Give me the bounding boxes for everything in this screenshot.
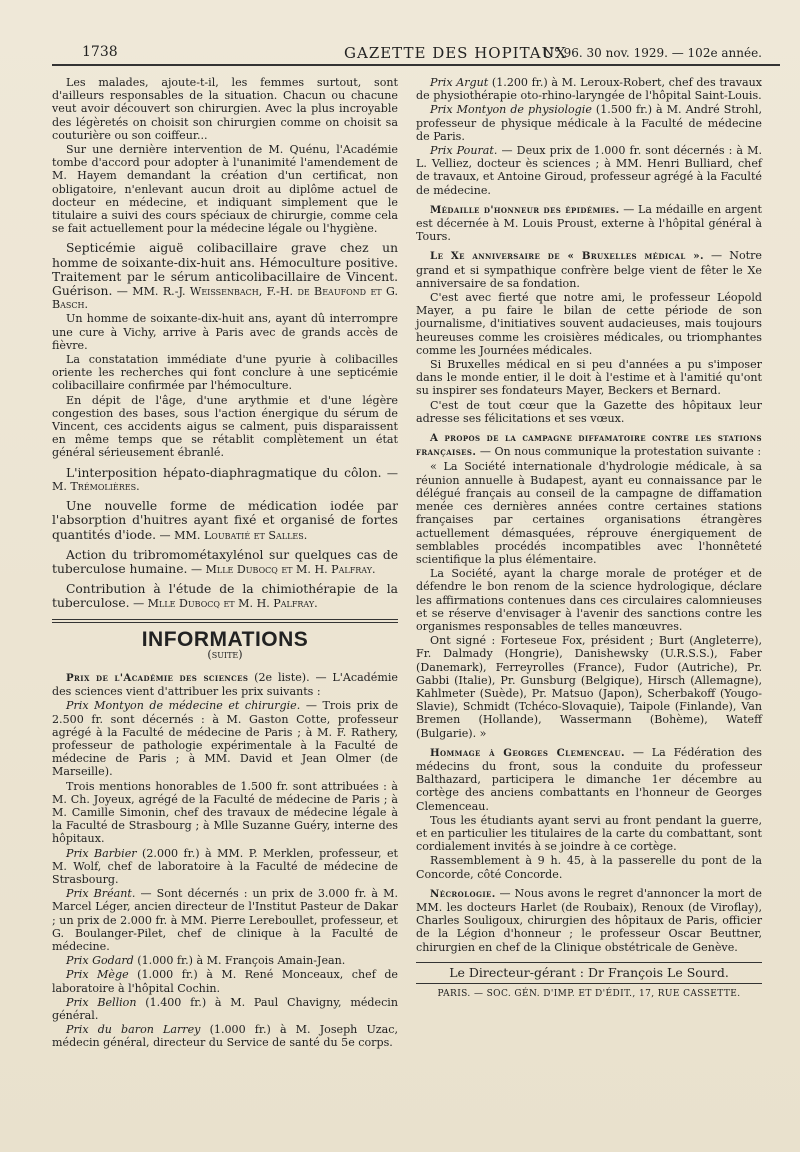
communication-authors: — M. Trémolières.: [52, 466, 399, 493]
prize-entry: Prix Montyon de médecine et chirurgie. — Trois prix de 2.500 fr. sont décernés : à M. Gaston Cotte, professeur agrégé à la Faculté de médecine de Paris ; à M. F. Rathery, professeur de pathologie expérimentale à la Faculté de médecine de Paris ; à MM. David et Jean Olmer (de Marseille).: [52, 699, 399, 779]
communication-title: Action du tribromométaxylénol sur quelques cas de tuberculose humaine.: [52, 547, 398, 576]
right-column: [416, 76, 762, 1051]
quoted-paragraph: Ont signé : Forteseue Fox, président ; Burt (Angleterre), Fr. Dalmady (Hongrie), Danishewsky (U.R.S.S.), Faber (Danemark), Ferreyrolles (France), Fudor (Autriche), Pr. Gabbi (Italie), Pr. Gunsburg (Belgique), Hirsch (Allemagne), Kahlmeter (Suède), Pr. Matsuo (Japon), Scherbakoff (Yougo-Slavie), Schmidt (Tchéco-Slovaquie), Taipole (Finlande), Van Bremen (Hollande), Wassermann (Bohème), Wateff (Bulgarie). »: [416, 634, 762, 740]
entry-heading: Médaille d'honneur des épidémies.: [430, 203, 620, 216]
prize-name: Prix Mège: [66, 968, 129, 982]
communication-authors: — Mlle Dubocq et M. H. Palfray.: [133, 597, 318, 611]
prize-name: Prix Bellion: [66, 995, 137, 1009]
entry-heading: Hommage à Georges Clemenceau.: [430, 746, 625, 759]
communication-title: L'interposition hépato-diaphragmatique du côlon.: [66, 465, 382, 480]
divider: [52, 619, 398, 623]
prize-entry: Prix de l'Académie des sciences (2e liste). — L'Académie des sciences vient d'attribuer les prix suivants :: [52, 670, 398, 699]
prize-entry: Prix Pourat. — Deux prix de 1.000 fr. sont décernés : à M. L. Velliez, docteur ès sciences ; à MM. Henri Bulliard, chef de travaux, et Antoine Giroud, professeur agrégé à la Faculté de médecine.: [416, 144, 763, 197]
quoted-paragraph: La Société, ayant la charge morale de protéger et de défendre le bon renom de la science hydrologique, déclare les affirmations contenues dans ces circulaires calomnieuses et se réserve d'envisager à l'avenir des sanctions contre les organismes responsables de telles manœuvres.: [416, 567, 762, 633]
entry-heading: Nécrologie.: [430, 887, 496, 900]
entry-heading: Prix de l'Académie des sciences: [66, 671, 249, 684]
page-header: [52, 40, 780, 66]
prize-name: Prix Montyon de médecine et chirurgie.: [66, 699, 301, 713]
printer-imprint: PARIS. — SOC. GÉN. D'IMP. ET D'ÉDIT., 17, RUE CASSETTE.: [437, 989, 741, 999]
communication-entry: [52, 466, 398, 493]
prize-entry: Prix Bellion (1.400 fr.) à M. Paul Chavigny, médecin général.: [52, 995, 398, 1022]
news-entry: Le Xe anniversaire de « Bruxelles médical ». — Notre grand et si sympathique confrère belge vient de fêter le Xe anniversaire de sa fondation.: [416, 249, 762, 290]
section-heading: INFORMATIONS: [141, 627, 309, 651]
paragraph: C'est avec fierté que notre ami, le professeur Léopold Mayer, a pu faire le bilan de cette période de son journalisme, d'initiatives souvent audacieuses, mais toujours heureuses comme les croisières médicales, ou triomphantes comme les Journées médicales.: [416, 291, 762, 357]
paragraph: Tous les étudiants ayant servi au front pendant la guerre, et en particulier les titulaires de la carte du combattant, sont cordialement invités à se joindre à ce cortège.: [416, 813, 762, 854]
communication-title: Septicémie aiguë colibacillaire grave chez un homme de soixante-dix-huit ans. Hémoculture positive. Traitement par le sérum anticolibacillaire de Vincent. Guérison.: [52, 241, 398, 299]
paragraph: En dépit de l'âge, d'une arythmie et d'une légère congestion des bases, sous l'action énergique du sérum de Vincent, ces accidents aigus se calment, puis disparaissent en même temps que se rétablit complètement un état général sérieusement ébranlé.: [52, 393, 398, 460]
news-entry: Médaille d'honneur des épidémies. — La médaille en argent est décernée à M. Louis Proust, externe à l'hôpital général à Tours.: [416, 202, 763, 244]
paragraph: C'est de tout cœur que la Gazette des hôpitaux leur adresse ses félicitations et ses vœux.: [416, 398, 762, 425]
page-number: 1738: [82, 44, 118, 60]
prize-name: Prix du baron Larrey: [66, 1023, 201, 1037]
paragraph: Si Bruxelles médical en si peu d'années a pu s'imposer dans le monde entier, il le doit à l'estime et à l'amitié qu'ont su inspirer ses fondateurs Mayer, Beckers et Bernard.: [416, 358, 762, 398]
news-entry: Hommage à Georges Clemenceau. — La Fédération des médecins du front, sous la conduite du professeur Balthazard, participera le dimanche 1er décembre au cortège des anciens combattants en l'honneur de Georges Clemenceau.: [416, 745, 763, 813]
prize-name: Prix Pourat.: [430, 144, 498, 158]
section-subheading: (suite): [207, 647, 243, 661]
news-entry: A propos de la campagne diffamatoire contre les stations françaises. — On nous communique la protestation suivante :: [416, 432, 762, 459]
prize-name: Prix Argut: [430, 76, 489, 89]
prize-name: Prix Montyon de physiologie: [430, 103, 592, 117]
paragraph: Trois mentions honorables de 1.500 fr. sont attribuées : à M. Ch. Joyeux, agrégé de la Faculté de médecine de Paris ; à M. Camille Simonin, chef des travaux de médecine légale à la Faculté de Strasbourg ; à Mlle Suzanne Guéry, interne des hôpitaux.: [52, 779, 398, 846]
entry-heading: A propos de la campagne diffamatoire contre les stations françaises.: [416, 432, 762, 459]
entry-heading: Le Xe anniversaire de « Bruxelles médical ».: [430, 250, 704, 263]
quoted-paragraph: « La Société internationale d'hydrologie médicale, à sa réunion annuelle à Budapest, ayant eu connaissance par le délégué français au conseil de la campagne de diffamation menée ces dernières années contre certaines stations françaises par certaines organisations étrangères actuellement démasquées, réprouve énergiquement de semblables procédés incompatibles avec l'honnêteté scientifique la plus élémentaire.: [416, 460, 762, 566]
prize-name: Prix Bréant.: [66, 887, 136, 901]
communication-title: Une nouvelle forme de médication iodée par l'absorption d'huitres ayant fixé et organisé de fortes quantités d'iode.: [52, 499, 398, 542]
news-entry: Nécrologie. — Nous avons le regret d'annoncer la mort de MM. les docteurs Harlet (de Roubaix), Renoux (de Viroflay), Charles Souligoux, chirurgien des hôpitaux de Paris, officier de la Légion d'honneur ; le professeur Oscar Beuttner, chirurgien en chef de la Clinique obstétricale de Genève.: [416, 886, 762, 954]
prize-entry: Prix Bréant. — Sont décernés : un prix de 3.000 fr. à M. Marcel Léger, ancien directeur de l'Institut Pasteur de Dakar ; un prix de 2.000 fr. à MM. Pierre Lereboullet, professeur, et G. Boulanger-Pilet, chef de clinique à la Faculté de médecine.: [52, 887, 398, 953]
prize-entry: Prix Mège (1.000 fr.) à M. René Monceaux, chef de laboratoire à l'hôpital Cochin.: [52, 968, 398, 995]
left-column: [52, 76, 398, 1051]
prize-entry: Prix Godard (1.000 fr.) à M. François Amain-Jean.: [66, 954, 346, 968]
paragraph: Rassemblement à 9 h. 45, à la passerelle du pont de la Concorde, côté Concorde.: [416, 854, 762, 881]
paragraph: La constatation immédiate d'une pyurie à colibacilles oriente les recherches qui font conclure à une septicémie colibacillaire confirmée par l'hémoculture.: [52, 353, 398, 393]
communication-entry: [52, 548, 398, 576]
prize-name: Prix Barbier: [66, 846, 137, 860]
communication-authors: — MM. R.-J. Weissenbach, F.-H. de Beaufond et G. Basch.: [52, 285, 398, 312]
communication-authors: — Mlle Dubocq et M. H. Palfray.: [190, 562, 376, 576]
issue-info: N° 96. 30 nov. 1929. — 102e année.: [543, 46, 762, 60]
prize-entry: Prix Montyon de physiologie (1.500 fr.) à M. André Strohl, professeur de physique médicale à la Faculté de médecine de Paris.: [416, 103, 762, 143]
communication-entry: [52, 241, 398, 311]
communication-entry: [52, 582, 398, 610]
communication-title: Contribution à l'étude de la chimiothérapie de la tuberculose.: [52, 582, 398, 611]
paragraph: Sur une dernière intervention de M. Quénu, l'Académie tombe d'accord pour adopter à l'unanimité l'amendement de M. Hayem demandant la création d'un certificat, non obligatoire, n'enlevant aucun droit au diplôme actuel de docteur en médecine, et indiquant simplement que le titulaire a suivi des cours spéciaux de chirurgie, comme cela se fait actuellement pour la médecine légale ou l'hygiène.: [52, 143, 398, 236]
prize-entry: Prix du baron Larrey (1.000 fr.) à M. Joseph Uzac, médecin général, directeur du Service de santé du 5e corps.: [52, 1023, 398, 1050]
communication-entry: [52, 499, 398, 542]
paragraph: Les malades, ajoute-t-il, les femmes surtout, sont d'ailleurs responsables de la situation. Chacun ou chacune veut avoir découvert son chirurgien. Avec la plus incroyable des légèretés on choisit son chirurgien comme on choisit sa couturière ou son coiffeur...: [52, 76, 398, 142]
editor-signature: Le Directeur-gérant : Dr François Le Sourd.: [416, 962, 762, 984]
newspaper-title: GAZETTE DES HOPITAUX: [344, 44, 567, 62]
communication-authors: — MM. Loubatié et Salles.: [159, 528, 308, 542]
prize-entry: Prix Barbier (2.000 fr.) à MM. P. Merklen, professeur, et M. Wolf, chef de laboratoire à la Faculté de médecine de Strasbourg.: [52, 846, 398, 886]
prize-name: Prix Godard: [66, 954, 134, 968]
prize-entry: Prix Argut (1.200 fr.) à M. Leroux-Robert, chef des travaux de physiothérapie oto-rhino-laryngée de l'hôpital Saint-Louis.: [416, 76, 762, 103]
paragraph: Un homme de soixante-dix-huit ans, ayant dû interrompre une cure à Vichy, arrive à Paris avec de grands accès de fièvre.: [52, 312, 398, 352]
